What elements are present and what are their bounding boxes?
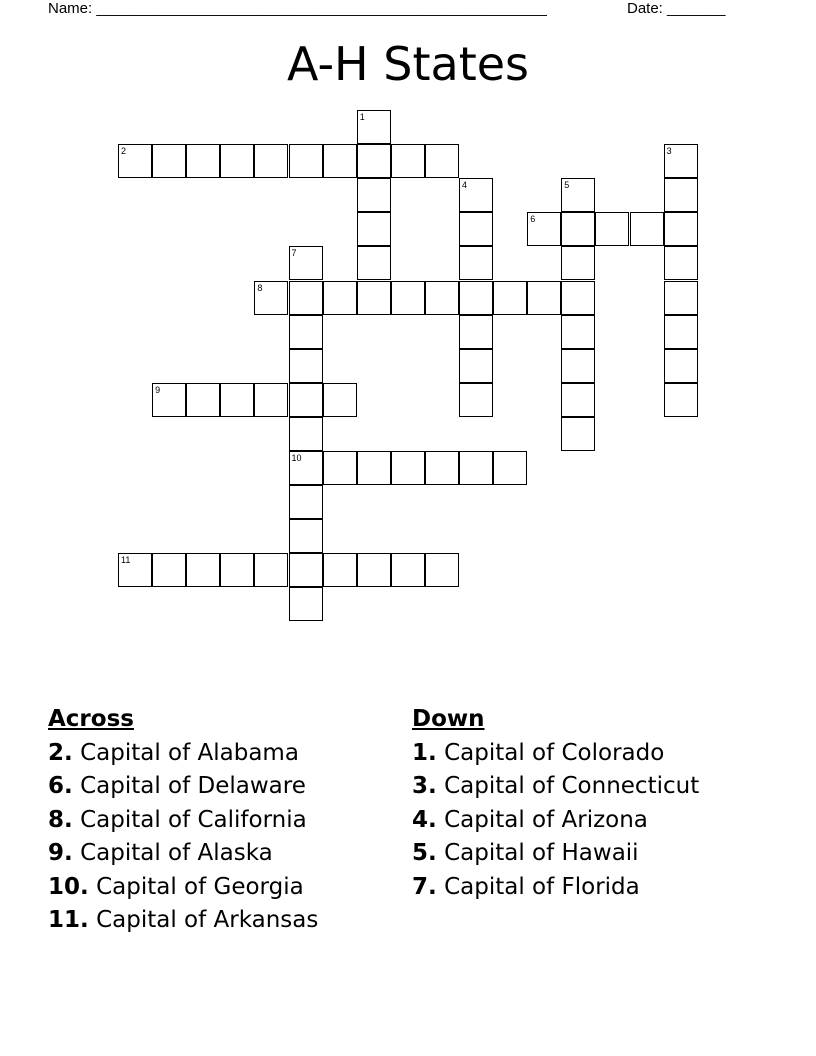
grid-cell[interactable] (289, 485, 323, 519)
grid-cell[interactable] (289, 281, 323, 315)
clue-text: Capital of Arkansas (96, 907, 319, 933)
grid-cell[interactable] (561, 178, 595, 212)
grid-cell[interactable] (527, 281, 561, 315)
grid-cell[interactable] (152, 553, 186, 587)
clue-text: Capital of Hawaii (444, 840, 639, 866)
grid-cell[interactable] (152, 383, 186, 417)
clue-text: Capital of Georgia (96, 873, 304, 900)
grid-cell[interactable] (664, 246, 698, 280)
clue-text: Capital of Florida (444, 873, 640, 900)
grid-cell[interactable] (254, 553, 288, 587)
grid-cell[interactable] (289, 553, 323, 587)
grid-cell[interactable] (459, 246, 493, 280)
clue-number: 11. (48, 907, 89, 933)
grid-cell[interactable] (323, 451, 357, 485)
grid-cell[interactable] (664, 281, 698, 315)
cell-number: 10 (291, 453, 302, 463)
cell-number: 5 (564, 180, 570, 191)
grid-cell[interactable] (459, 315, 493, 349)
grid-cell[interactable] (664, 212, 698, 246)
grid-cell[interactable] (289, 417, 323, 451)
clue-number: 4. (412, 806, 437, 833)
clue-number: 5. (412, 840, 437, 866)
grid-cell[interactable] (254, 281, 288, 315)
clue-text: Capital of Connecticut (444, 773, 700, 799)
grid-cell[interactable] (289, 246, 323, 280)
grid-cell[interactable] (254, 383, 288, 417)
page-title: A-H States (287, 37, 529, 91)
clue-number: 2. (48, 739, 73, 766)
grid-cell[interactable] (459, 212, 493, 246)
grid-cell[interactable] (357, 451, 391, 485)
across-clues (48, 703, 318, 938)
across-heading: Across (48, 706, 134, 732)
clue-number: 6. (48, 773, 73, 799)
grid-cell[interactable] (664, 178, 698, 212)
grid-cell[interactable] (118, 144, 152, 178)
cell-number: 7 (291, 248, 297, 259)
down-clue (412, 737, 699, 771)
down-clues (412, 703, 699, 904)
grid-cell[interactable] (561, 212, 595, 246)
grid-cell[interactable] (289, 349, 323, 383)
grid-cell[interactable] (595, 212, 629, 246)
grid-cell[interactable] (357, 281, 391, 315)
grid-cell[interactable] (561, 383, 595, 417)
name-blank[interactable]: ______________________________________________________ (96, 0, 547, 17)
down-clue (412, 770, 699, 804)
grid-cell[interactable] (459, 349, 493, 383)
cell-number: 2 (121, 146, 127, 157)
grid-cell[interactable] (425, 144, 459, 178)
grid-cell[interactable] (561, 349, 595, 383)
grid-cell[interactable] (561, 315, 595, 349)
grid-cell[interactable] (220, 383, 254, 417)
grid-cell[interactable] (561, 246, 595, 280)
clue-number: 1. (412, 739, 437, 766)
grid-cell[interactable] (561, 281, 595, 315)
grid-cell[interactable] (323, 383, 357, 417)
cell-number: 8 (257, 282, 263, 293)
clue-number: 9. (48, 840, 73, 866)
across-clue (48, 837, 318, 871)
clue-text: Capital of Alaska (80, 840, 273, 866)
across-clue (48, 804, 318, 838)
grid-cell[interactable] (493, 451, 527, 485)
clue-text: Capital of Delaware (80, 773, 306, 799)
clue-number: 3. (412, 773, 437, 799)
grid-cell[interactable] (357, 246, 391, 280)
grid-cell[interactable] (152, 144, 186, 178)
grid-cell[interactable] (391, 281, 425, 315)
date-label: Date: (627, 0, 668, 17)
across-clue (48, 871, 318, 905)
grid-cell[interactable] (323, 281, 357, 315)
clue-text: Capital of California (80, 806, 307, 833)
grid-cell[interactable] (459, 383, 493, 417)
grid-cell[interactable] (357, 553, 391, 587)
grid-cell[interactable] (630, 212, 664, 246)
down-heading: Down (412, 706, 485, 732)
grid-cell[interactable] (357, 110, 391, 144)
grid-cell[interactable] (186, 144, 220, 178)
cell-number: 11 (121, 555, 131, 566)
grid-cell[interactable] (289, 519, 323, 553)
clue-number: 7. (412, 873, 437, 900)
grid-cell[interactable] (391, 553, 425, 587)
cell-number: 3 (666, 146, 672, 157)
grid-cell[interactable] (289, 587, 323, 621)
grid-cell[interactable] (664, 144, 698, 178)
grid-cell[interactable] (664, 383, 698, 417)
grid-cell[interactable] (220, 144, 254, 178)
clue-number: 8. (48, 806, 73, 833)
grid-cell[interactable] (459, 281, 493, 315)
clue-text: Capital of Colorado (444, 739, 665, 766)
grid-cell[interactable] (289, 315, 323, 349)
grid-cell[interactable] (323, 553, 357, 587)
grid-cell[interactable] (186, 553, 220, 587)
date-blank[interactable]: _______ (667, 0, 726, 17)
clue-number: 10. (48, 873, 89, 900)
grid-cell[interactable] (664, 315, 698, 349)
cell-number: 9 (155, 384, 161, 395)
grid-cell[interactable] (391, 144, 425, 178)
cell-number: 6 (530, 214, 536, 225)
grid-cell[interactable] (323, 144, 357, 178)
name-label: Name: (48, 0, 97, 17)
cell-number: 4 (462, 180, 468, 191)
grid-cell[interactable] (357, 212, 391, 246)
grid-cell[interactable] (527, 212, 561, 246)
grid-cell[interactable] (289, 144, 323, 178)
across-clue (48, 737, 318, 771)
grid-cell[interactable] (425, 553, 459, 587)
grid-cell[interactable] (561, 417, 595, 451)
clue-text: Capital of Alabama (80, 739, 299, 766)
down-clue (412, 871, 699, 905)
clue-text: Capital of Arizona (444, 806, 648, 833)
grid-cell[interactable] (459, 178, 493, 212)
grid-cell[interactable] (186, 383, 220, 417)
grid-cell[interactable] (254, 144, 288, 178)
across-clue (48, 770, 318, 804)
grid-cell[interactable] (357, 178, 391, 212)
grid-cell[interactable] (664, 349, 698, 383)
grid-cell[interactable] (220, 553, 254, 587)
grid-cell[interactable] (357, 144, 391, 178)
across-clue (48, 904, 318, 938)
grid-cell[interactable] (425, 451, 459, 485)
grid-cell[interactable] (391, 451, 425, 485)
grid-cell[interactable] (118, 553, 152, 587)
grid-cell[interactable] (425, 281, 459, 315)
grid-cell[interactable] (289, 451, 323, 485)
cell-number: 1 (359, 112, 365, 122)
grid-cell[interactable] (289, 383, 323, 417)
down-clue (412, 837, 699, 871)
down-clue (412, 804, 699, 838)
grid-cell[interactable] (493, 281, 527, 315)
grid-cell[interactable] (459, 451, 493, 485)
